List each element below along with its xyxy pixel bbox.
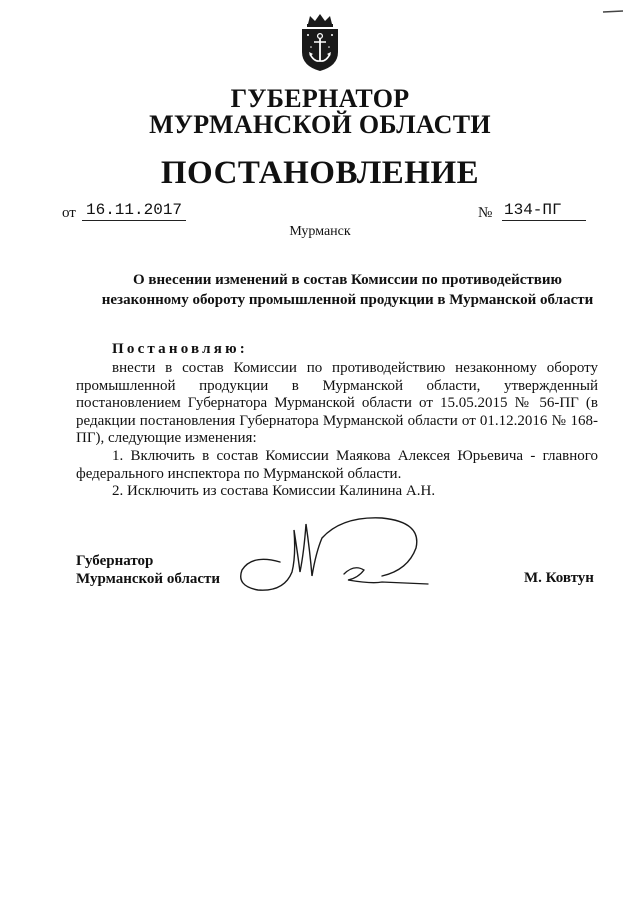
decree-word: Постановляю: [112,341,248,357]
document-number: 134-ПГ [502,201,586,221]
document-type-title: ПОСТАНОВЛЕНИЕ [160,155,480,191]
number-label: № [478,205,493,221]
murmansk-coat-of-arms-icon [296,14,344,72]
body-item-1: 1. Включить в состав Комиссии Маякова Алексея Юрьевича - главного федерального инспектора по Мурманской области. [76,447,598,482]
date-label: от [62,205,76,221]
signatory-name: М. Ковтун [524,570,594,586]
document-city: Мурманск [289,224,351,239]
document-subject [60,270,635,310]
signatory-position-line1: Губернатор [76,553,154,569]
document-date: 16.11.2017 [82,201,186,221]
signatory-position-line2: Мурманской области [76,571,221,587]
subject-line2: незаконному обороту промышленной продукции в Мурманской области [101,292,594,308]
document-body [76,360,598,501]
subject-line1: О внесении изменений в состав Комиссии по противодействию [133,272,562,288]
handwritten-signature [232,512,432,596]
body-paragraph-main: внести в состав Комиссии по противодействию незаконному обороту промышленной продукции в Мурманской области, утвержденный постановлением Губернатора Мурманской области от 15.05.2015 № 56-ПГ (в редакции постановления Губернатора Мурманской области от 01.12.2016 № 168-ПГ), следующие изменения: [76,360,598,447]
issuer-title-line1: ГУБЕРНАТОР [230,84,410,113]
body-item-2: 2. Исключить из состава Комиссии Калинина А.Н. [112,483,436,500]
issuer-title-line2: МУРМАНСКОЙ ОБЛАСТИ [149,110,491,139]
signatory-position [76,552,220,588]
scan-mark [602,2,624,8]
